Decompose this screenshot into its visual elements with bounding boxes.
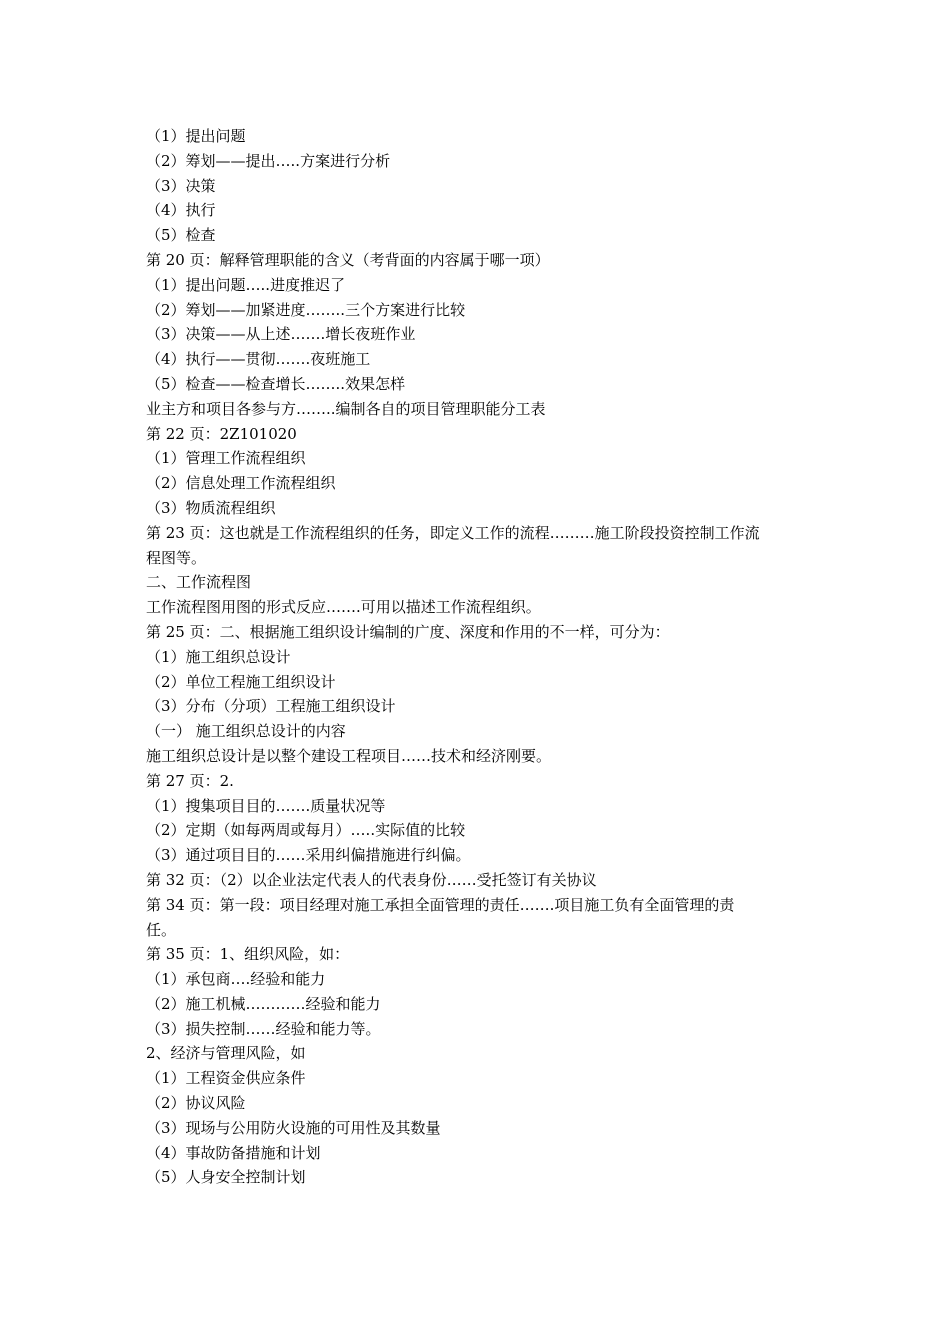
text-line: （5）人身安全控制计划 [146, 1168, 306, 1187]
text-line: 第 35 页：1、组织风险，如： [146, 945, 350, 964]
text-line: 程图等。 [146, 548, 207, 567]
text-line: （2）筹划——加紧进度……..三个方案进行比较 [146, 300, 466, 319]
text-line: 2、经济与管理风险，如 [146, 1044, 306, 1063]
text-line: 任。 [146, 920, 177, 939]
text-line: （一） 施工组织总设计的内容 [146, 722, 346, 741]
text-line: （1）搜集项目目的…….质量状况等 [146, 796, 386, 815]
text-line: （2）单位工程施工组织设计 [146, 672, 336, 691]
text-line: （4）事故防备措施和计划 [146, 1143, 321, 1162]
text-line: 业主方和项目各参与方……..编制各自的项目管理职能分工表 [146, 399, 546, 418]
text-line: （3）决策——从上述…….增长夜班作业 [146, 325, 416, 344]
text-line: （2）定期（如每两周或每月）…..实际值的比较 [146, 821, 466, 840]
text-line: （1）提出问题 [146, 127, 246, 145]
text-line: （1）工程资金供应条件 [146, 1069, 306, 1088]
text-line: 第 32 页：（2）以企业法定代表人的代表身份……受托签订有关协议 [146, 870, 597, 889]
text-line: （1）承包商….经验和能力 [146, 970, 326, 989]
text-line: 第 20 页：解释管理职能的含义（考背面的内容属于哪一项） [146, 250, 550, 269]
text-line: （4）执行 [146, 201, 216, 220]
text-line: （3）物质流程组织 [146, 498, 276, 517]
text-line: （2）协议风险 [146, 1094, 246, 1113]
text-line: 第 23 页：这也就是工作流程组织的任务，即定义工作的流程………施工阶段投资控制工作流 [146, 523, 760, 542]
text-line: （2）信息处理工作流程组织 [146, 474, 336, 493]
text-line: （1）提出问题…..进度推迟了 [146, 275, 346, 294]
document-body [146, 124, 810, 1190]
text-line: （5）检查——检查增长……..效果怎样 [146, 374, 406, 393]
text-line: （4）执行——贯彻…….夜班施工 [146, 350, 371, 369]
text-line: （3）现场与公用防火设施的可用性及其数量 [146, 1118, 441, 1137]
text-line: （3）决策 [146, 176, 216, 195]
text-line: （3）损失控制……经验和能力等。 [146, 1019, 381, 1038]
text-line: （2）筹划——提出…..方案进行分析 [146, 151, 391, 170]
text-line: 工作流程图用图的形式反应…….可用以描述工作流程组织。 [146, 598, 541, 617]
text-line: 第 27 页：2. [146, 771, 234, 790]
text-line: （5）检查 [146, 226, 216, 245]
text-line: 施工组织总设计是以整个建设工程项目……技术和经济刚要。 [146, 746, 552, 765]
text-line: （1）管理工作流程组织 [146, 449, 306, 468]
text-line: （3）通过项目目的……采用纠偏措施进行纠偏。 [146, 846, 471, 865]
text-line: 第 25 页：二、根据施工组织设计编制的广度、深度和作用的不一样，可分为： [146, 622, 670, 641]
text-line: 第 34 页：第一段：项目经理对施工承担全面管理的责任…….项目施工负有全面管理的责 [146, 895, 735, 914]
text-line: 二、工作流程图 [146, 573, 252, 592]
text-line: （2）施工机械…………经验和能力 [146, 994, 381, 1013]
text-line: （1）施工组织总设计 [146, 647, 291, 666]
text-line: 第 22 页：2Z101020 [146, 424, 297, 443]
text-line: （3）分布（分项）工程施工组织设计 [146, 697, 396, 716]
